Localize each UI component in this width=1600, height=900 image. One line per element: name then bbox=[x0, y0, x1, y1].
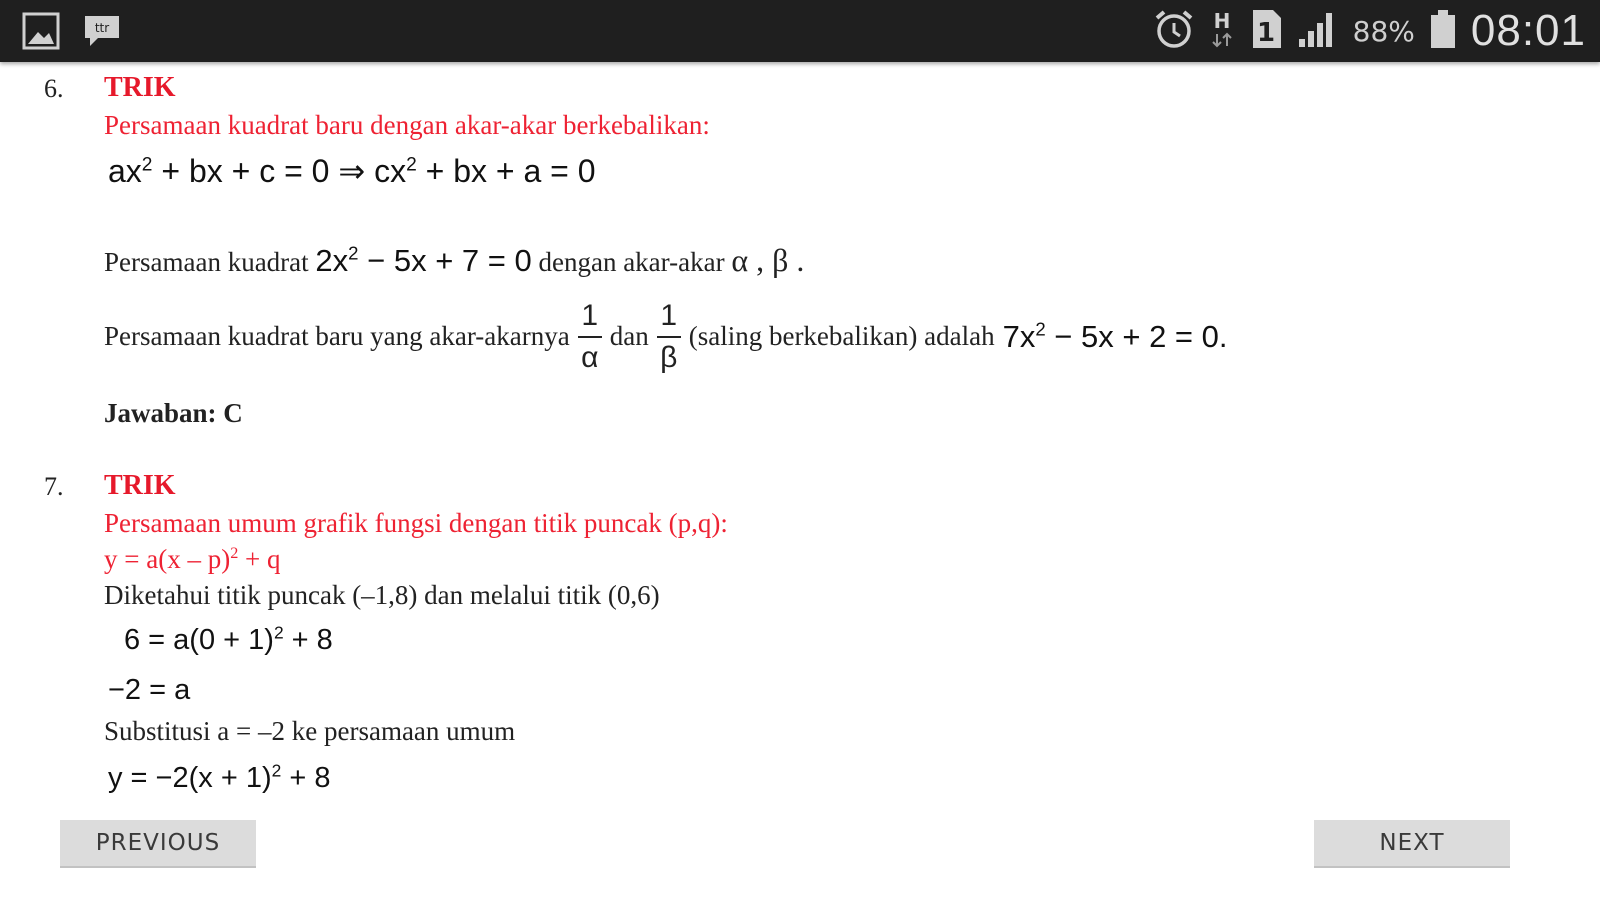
trik-heading: TRIK bbox=[104, 72, 176, 103]
step-equation: $y = -2(x + 1)^2 + 8$ bbox=[108, 760, 331, 794]
rule-formula: $ax^2$ + bx + c = 0 ⇒ $cx^2$ + bx + a = 0 bbox=[108, 153, 596, 189]
gallery-icon bbox=[22, 12, 60, 54]
svg-text:1: 1 bbox=[1256, 18, 1275, 48]
svg-text:H: H bbox=[1213, 9, 1231, 33]
item-number: 6. bbox=[44, 74, 64, 103]
network-h-icon bbox=[1209, 8, 1235, 54]
fraction-one-over-beta: $\frac{1}{\beta}$ bbox=[657, 300, 681, 373]
step-equation: $6 = a(0 + 1)^2 + 8$ bbox=[124, 622, 333, 656]
svg-text:ttr: ttr bbox=[94, 21, 110, 35]
trik-rule: Persamaan umum grafik fungsi dengan titik puncak (p,q): bbox=[104, 508, 728, 538]
answer-content bbox=[0, 62, 1600, 842]
item-number: 7. bbox=[44, 472, 64, 501]
solution-line: Persamaan kuadrat baru yang akar-akarnya $\frac{1}{\alpha}$ dan $\frac{1}{\beta}$ (saling berkebalikan) adalah $7x^2 - 5x + 2 = 0$. bbox=[104, 299, 1228, 374]
status-bar bbox=[0, 0, 1600, 62]
signal-icon bbox=[1297, 9, 1339, 53]
clock: 08:01 bbox=[1470, 6, 1586, 55]
alarm-icon bbox=[1153, 8, 1195, 54]
answer-label: Jawaban: C bbox=[104, 398, 243, 428]
next-button[interactable]: NEXT bbox=[1314, 820, 1510, 868]
given-statement: Diketahui titik puncak (–1,8) dan melalui titik (0,6) bbox=[104, 580, 660, 610]
problem-statement: Persamaan kuadrat $2x^2 - 5x + 7 = 0$ dengan akar-akar α , β . bbox=[104, 242, 805, 278]
previous-button[interactable]: PREVIOUS bbox=[60, 820, 256, 868]
rule-formula: y = a(x – p)$^2$ + q bbox=[104, 544, 281, 574]
battery-icon bbox=[1429, 8, 1457, 54]
chat-icon bbox=[82, 12, 122, 54]
substitution-text: Substitusi a = –2 ke persamaan umum bbox=[104, 716, 516, 746]
battery-percent: 88% bbox=[1352, 14, 1415, 48]
sim-1-icon bbox=[1249, 8, 1283, 54]
step-equation: −2 = a bbox=[108, 674, 191, 706]
fraction-one-over-alpha: $\frac{1}{\alpha}$ bbox=[578, 300, 602, 373]
trik-rule: Persamaan kuadrat baru dengan akar-akar berkebalikan: bbox=[104, 110, 710, 140]
trik-heading: TRIK bbox=[104, 470, 176, 501]
